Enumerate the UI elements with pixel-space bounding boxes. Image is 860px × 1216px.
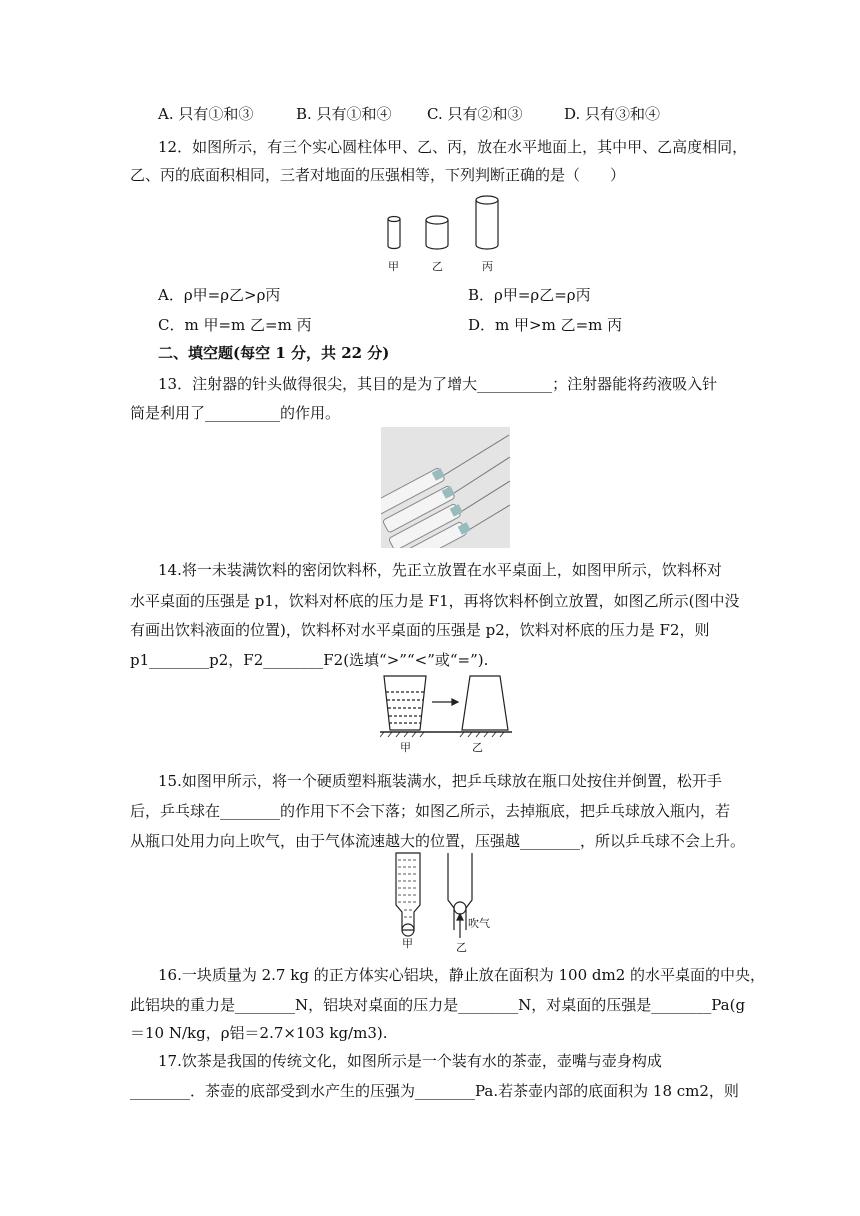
q15-text-line3: 从瓶口处用力向上吹气，由于气体流速越大的位置，压强越________，所以乒乓球不会上升。 — [130, 832, 746, 850]
q16-text-line3: ＝10 N/kg，ρ铝＝2.7×103 kg/m3). — [130, 1024, 388, 1042]
q14-label-yi: 乙 — [472, 741, 483, 754]
section-heading: 二、填空题(每空 1 分，共 22 分) — [158, 344, 390, 362]
q14-text-line2: 水平桌面的压强是 p1，饮料对杯底的压力是 F1，再将饮料杯倒立放置，如图乙所示(图中没 — [130, 592, 740, 610]
q11-option-d: D. 只有③和④ — [564, 105, 661, 123]
q12-option-d: D．m 甲>m 乙=m 丙 — [468, 316, 623, 334]
q14-label-jia: 甲 — [400, 741, 411, 754]
q14-text-line1: 14.将一未装满饮料的密闭饮料杯，先正立放置在水平桌面上，如图甲所示，饮料杯对 — [158, 561, 722, 579]
q12-option-a: A．ρ甲=ρ乙>ρ丙 — [158, 286, 281, 304]
syringes-photo — [381, 427, 510, 548]
q12-text-line2: 乙、丙的底面积相同，三者对地面的压强相等，下列判断正确的是（ ） — [130, 166, 626, 184]
q12-label-yi: 乙 — [432, 260, 443, 273]
q16-text-line2: 此铝块的重力是________N，铝块对桌面的压力是________N，对桌面的压强是________Pa(g — [130, 996, 746, 1014]
q15-label-jia: 甲 — [402, 937, 413, 950]
q15-text-line2: 后，乒乓球在________的作用下不会下落；如图乙所示，去掉瓶底，把乒乓球放入瓶内，若 — [130, 802, 731, 820]
q11-option-c: C. 只有②和③ — [427, 105, 523, 123]
q11-option-b: B. 只有①和④ — [296, 105, 392, 123]
q14-cups-figure — [380, 672, 512, 742]
q11-option-a: A. 只有①和③ — [158, 105, 254, 123]
cylinder-yi — [426, 216, 448, 249]
bottle-jia — [396, 853, 420, 936]
q12-label-jia: 甲 — [388, 260, 399, 273]
q14-text-line3: 有画出饮料液面的位置)，饮料杯对水平桌面的压强是 p2，饮料对杯底的压力是 F2，则 — [130, 621, 710, 639]
q14-text-line4: p1________p2，F2________F2(选填“>”“<”或“=”). — [130, 651, 489, 669]
cup-upright — [384, 676, 426, 730]
q13-text-line2: 筒是利用了__________的作用。 — [130, 404, 341, 422]
q17-text-line1: 17.饮茶是我国的传统文化，如图所示是一个装有水的茶壶，壶嘴与壶身构成 — [158, 1052, 662, 1070]
q12-option-b: B．ρ甲=ρ乙=ρ丙 — [468, 286, 591, 304]
cylinder-bing — [476, 196, 498, 249]
q12-option-c: C．m 甲=m 乙=m 丙 — [158, 316, 312, 334]
q15-blow-label: 吹气 — [468, 917, 490, 930]
q12-text-line1: 12．如图所示，有三个实心圆柱体甲、乙、丙，放在水平地面上，其中甲、乙高度相同， — [158, 138, 748, 156]
q13-text-line1: 13．注射器的针头做得很尖，其目的是为了增大__________；注射器能将药液吸入针 — [158, 375, 718, 393]
q16-text-line1: 16.一块质量为 2.7 kg 的正方体实心铝块，静止放在面积为 100 dm2 的水平桌面的中央， — [158, 966, 766, 984]
cylinder-jia — [388, 217, 400, 249]
q17-text-line2: ________．茶壶的底部受到水产生的压强为________Pa.若茶壶内部的底面积为 18 cm2，则 — [130, 1082, 739, 1100]
q15-label-yi: 乙 — [456, 941, 467, 954]
cup-inverted — [462, 676, 508, 730]
q12-label-bing: 丙 — [482, 260, 493, 273]
q15-text-line1: 15.如图甲所示，将一个硬质塑料瓶装满水，把乒乓球放在瓶口处按住并倒置，松开手 — [158, 772, 722, 790]
